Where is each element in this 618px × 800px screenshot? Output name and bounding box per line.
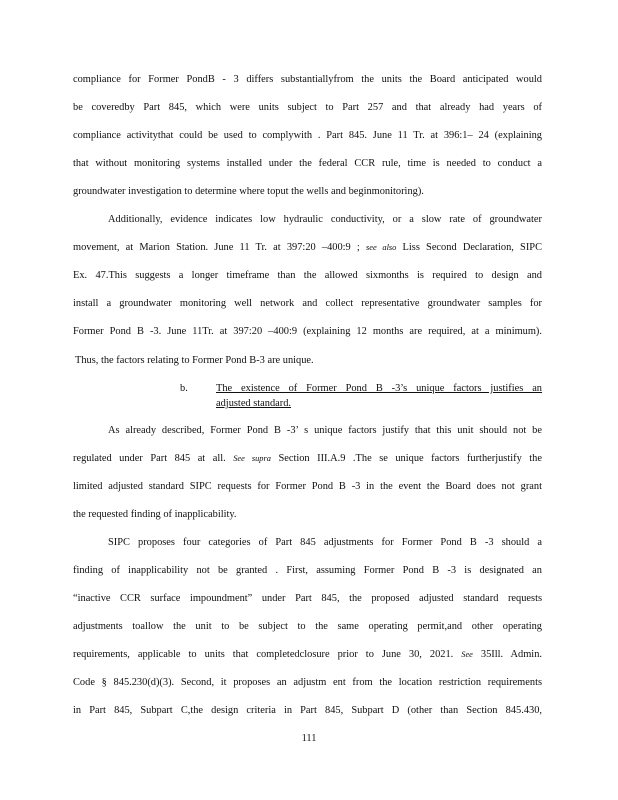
- body-text-line: Additionally, evidence indicates low hydraulic conductivity, or a slow rate of groundwater: [108, 214, 542, 225]
- citation-signal: See supra: [233, 454, 271, 463]
- body-text-line: [73, 453, 542, 465]
- section-heading: adjusted standard.: [216, 398, 292, 409]
- section-heading: The existence of Former Pond B -3’s unique factors justifies an: [216, 383, 542, 394]
- text-run: 35Ill. Admin.: [480, 649, 542, 660]
- body-text-line: be coveredby Part 845, which were units subject to Part 257 and that already had years of: [73, 102, 542, 113]
- body-text-line: Former Pond B -3. June 11Tr. at 397:20 –400:9 (explaining 12 months are required, at a minimum).: [73, 326, 542, 337]
- body-text-line: install a groundwater monitoring well network and collect representative groundwater samples for: [73, 298, 542, 309]
- body-text-line: Thus, the factors relating to Former Pond B-3 are unique.: [75, 355, 314, 366]
- body-text-line: [73, 242, 542, 254]
- text-run: regulated under Part 845 at all.: [73, 453, 226, 464]
- body-text-line: “inactive CCR surface impoundment” under Part 845, the proposed adjusted standard requests: [73, 593, 542, 604]
- body-text-line: adjustments toallow the unit to be subject to the same operating permit,and other operating: [73, 621, 542, 632]
- body-text-line: Code § 845.230(d)(3). Second, it proposes an adjustm ent from the location restriction requirements: [73, 677, 542, 688]
- body-text-line: compliance activitythat could be used to complywith . Part 845. June 11 Tr. at 396:1– 24 (explaining: [73, 130, 542, 141]
- body-text-line: the requested finding of inapplicability.: [73, 509, 237, 520]
- body-text-line: that without monitoring systems installed under the federal CCR rule, time is needed to conduct a: [73, 158, 542, 169]
- text-run: movement, at Marion Station. June 11 Tr. at 397:20 –400:9 ;: [73, 242, 360, 253]
- text-run: Section III.A.9 .The se unique factors furtherjustify the: [278, 453, 542, 464]
- body-text-line: As already described, Former Pond B -3’ s unique factors justify that this unit should not be: [108, 425, 542, 436]
- body-text-line: limited adjusted standard SIPC requests for Former Pond B -3 in the event the Board does not grant: [73, 481, 542, 492]
- section-number: b.: [180, 383, 188, 394]
- body-text-line: in Part 845, Subpart C,the design criteria in Part 845, Subpart D (other than Section 845.430,: [73, 705, 542, 716]
- page-number: 111: [301, 733, 317, 744]
- body-text-line: SIPC proposes four categories of Part 845 adjustments for Former Pond B -3 should a: [108, 537, 542, 548]
- text-run: requirements, applicable to units that completedclosure prior to June 30, 2021.: [73, 649, 454, 660]
- text-run: Liss Second Declaration, SIPC: [402, 242, 543, 253]
- body-text-line: finding of inapplicability not be granted . First, assuming Former Pond B -3 is designated an: [73, 565, 542, 576]
- body-text-line: groundwater investigation to determine where toput the wells and beginmonitoring).: [73, 186, 424, 197]
- body-text-line: compliance for Former PondB - 3 differs substantiallyfrom the units the Board anticipated would: [73, 74, 542, 85]
- citation-signal: see also: [366, 243, 397, 252]
- body-text-line: [73, 649, 542, 661]
- citation-signal: See: [461, 650, 473, 659]
- body-text-line: Ex. 47.This suggests a longer timeframe than the allowed sixmonths is required to design and: [73, 270, 542, 281]
